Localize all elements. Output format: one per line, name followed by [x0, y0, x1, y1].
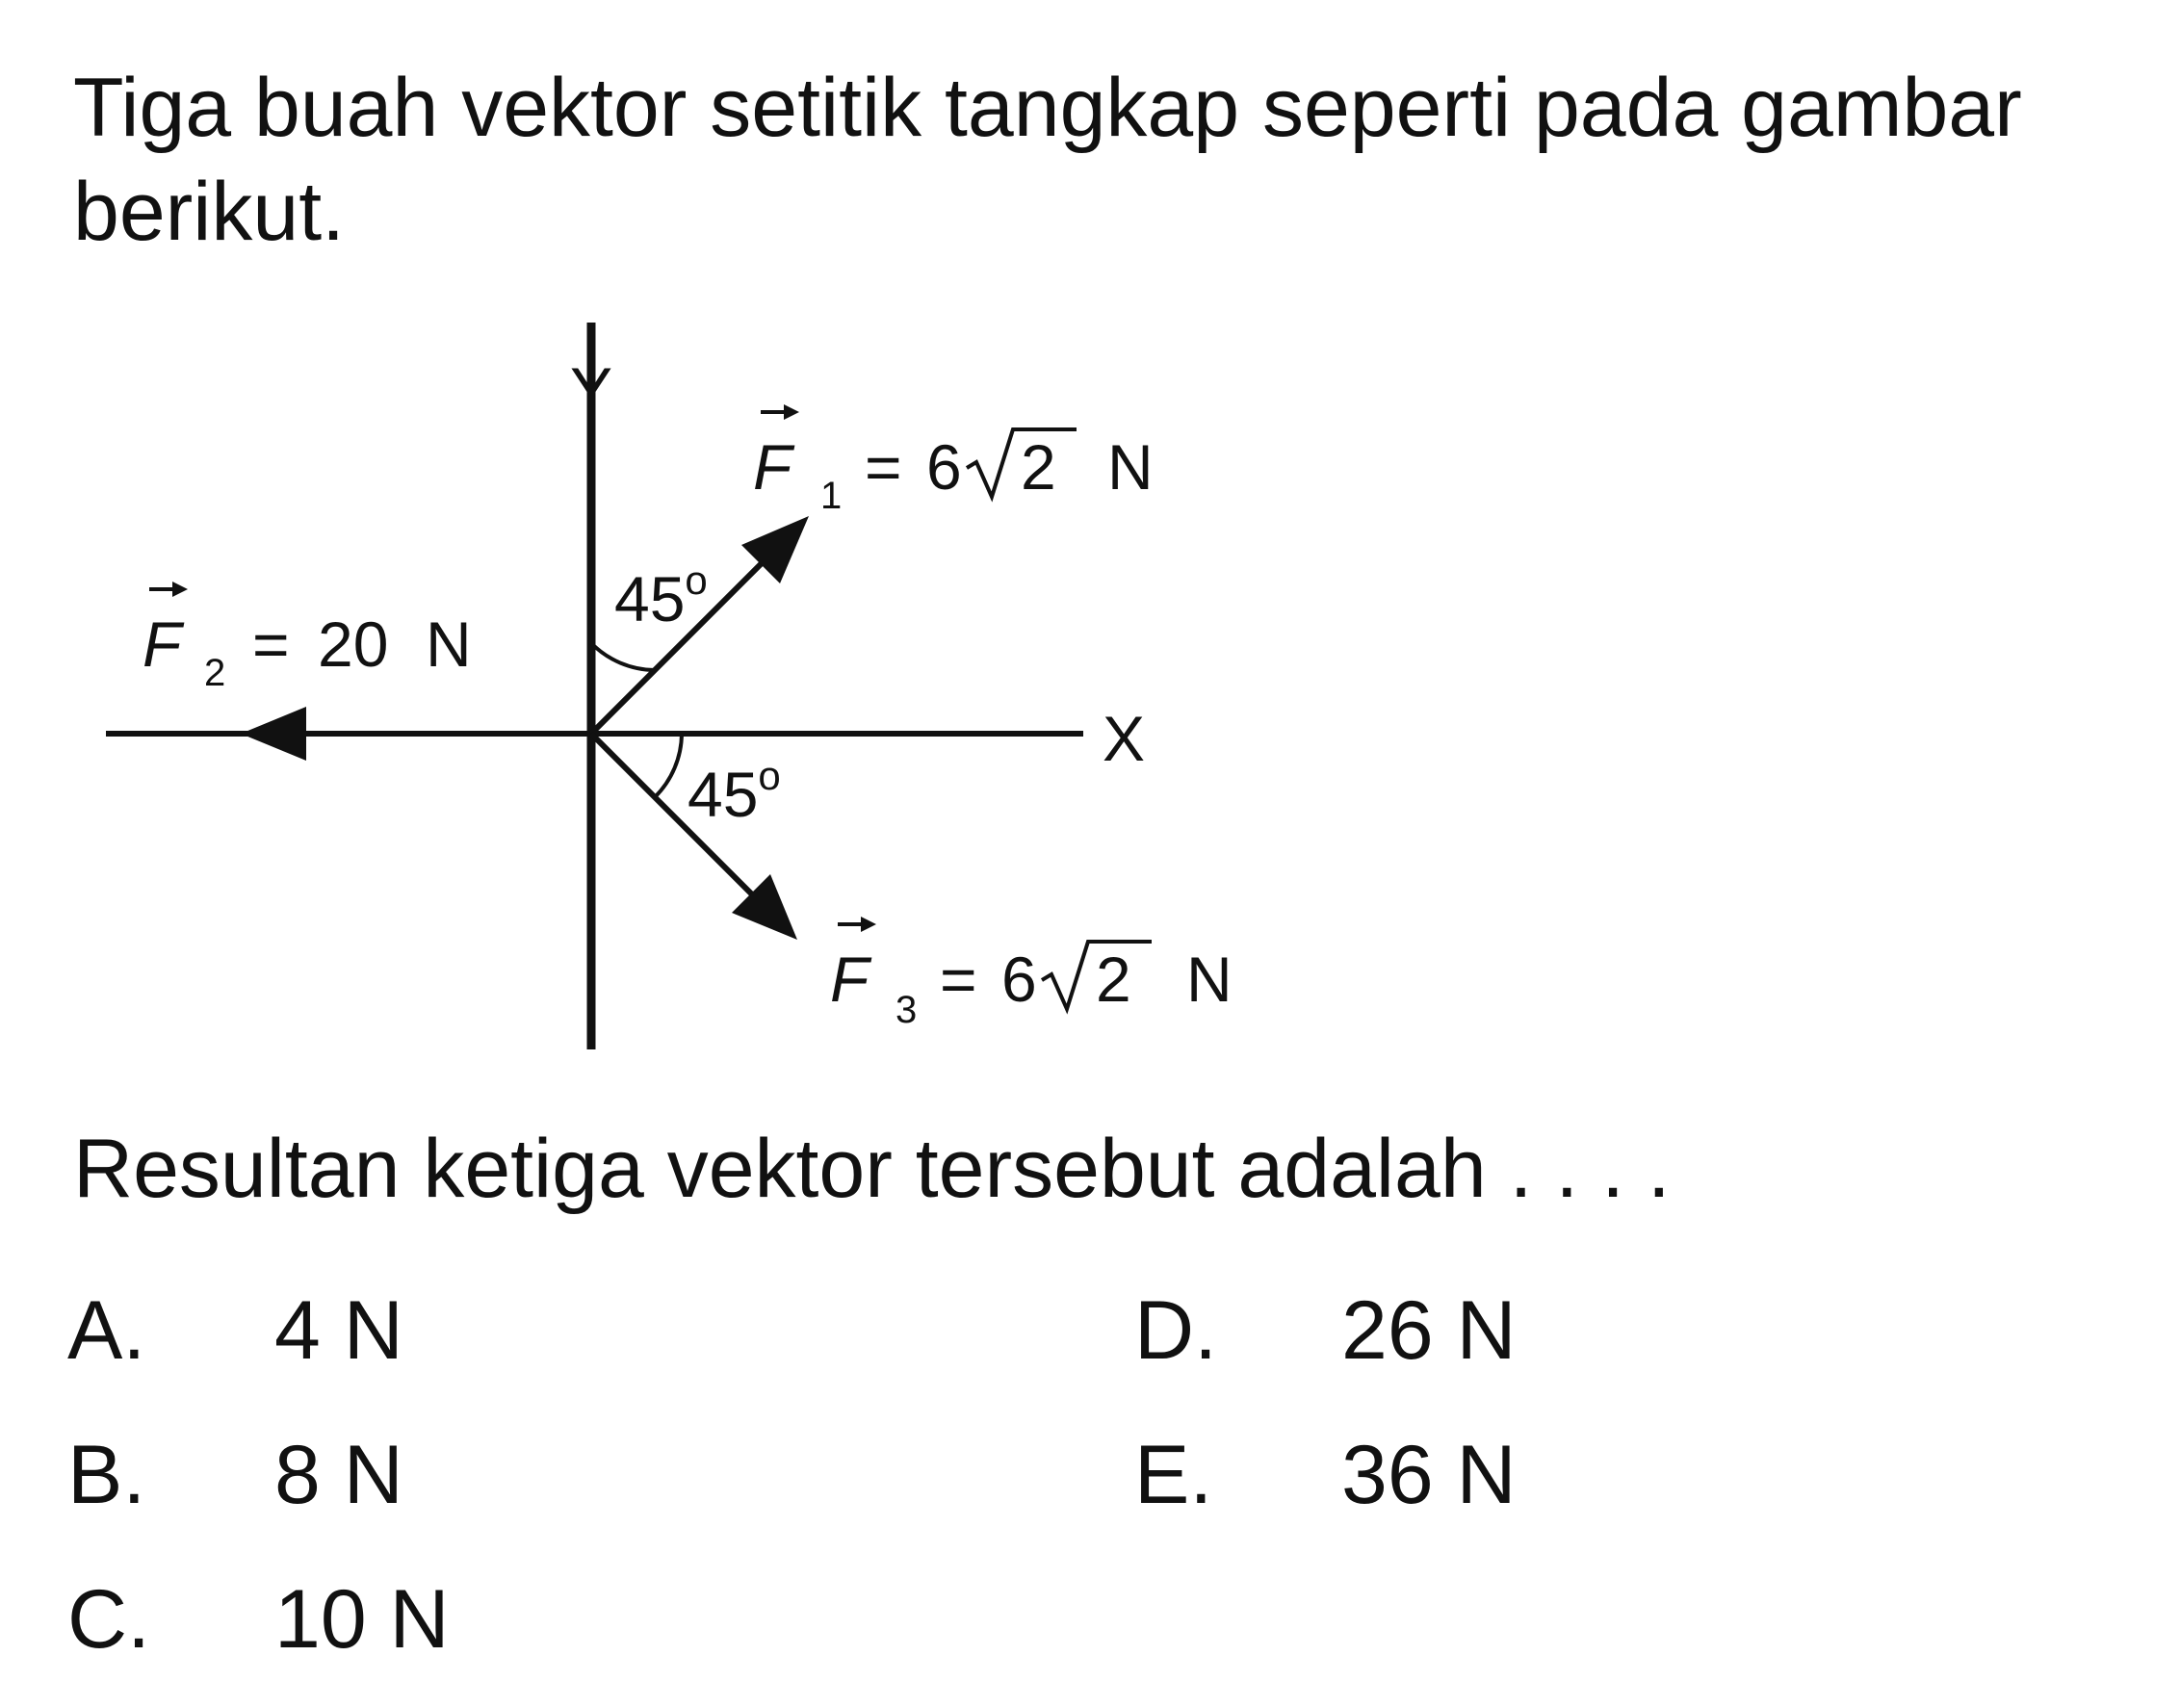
svg-text:20: 20 — [318, 608, 389, 680]
option-text: 8 N — [274, 1429, 403, 1521]
f1-label — [753, 404, 1154, 517]
option-letter: A. — [67, 1284, 146, 1377]
svg-text:N: N — [426, 608, 472, 680]
svg-text:2: 2 — [1021, 431, 1056, 503]
prompt-text: Resultan ketiga vektor tersebut adalah . . . . — [73, 1123, 1671, 1215]
question-text: Tiga buah vektor setitik tangkap seperti pada gambar berikut. — [73, 62, 2022, 258]
option-letter: B. — [67, 1429, 146, 1521]
angle-arc-x-f3 — [655, 734, 682, 797]
svg-text:1: 1 — [820, 475, 843, 517]
svg-text:=: = — [865, 431, 902, 503]
option-letter: E. — [1134, 1429, 1213, 1521]
option-letter: C. — [67, 1573, 150, 1666]
angle-label-top: 45$^o$ — [614, 557, 708, 634]
svg-text:6: 6 — [926, 431, 962, 503]
option-c[interactable] — [67, 1571, 450, 1668]
angle-label-bottom: 45$^o$ — [688, 753, 781, 830]
option-text: 36 N — [1341, 1429, 1517, 1521]
option-a[interactable] — [67, 1282, 403, 1379]
svg-text:=: = — [940, 944, 977, 1015]
angle-arc-y-f1 — [591, 643, 655, 670]
option-letter: D. — [1134, 1284, 1217, 1377]
svg-text:2: 2 — [204, 652, 226, 694]
option-text: 26 N — [1341, 1284, 1517, 1377]
svg-text:N: N — [1107, 431, 1154, 503]
f2-label — [143, 582, 472, 694]
svg-text:=: = — [252, 608, 290, 680]
svg-text:N: N — [1186, 944, 1233, 1015]
f2-arrowhead — [241, 707, 306, 761]
svg-text:2: 2 — [1096, 944, 1131, 1015]
axis-x-label: X — [1103, 703, 1146, 774]
option-e[interactable] — [1134, 1427, 1517, 1523]
axis-y-label: Y — [570, 354, 613, 426]
option-text: 10 N — [274, 1573, 450, 1666]
svg-text:3: 3 — [895, 989, 918, 1031]
svg-text:F: F — [143, 608, 182, 680]
option-b[interactable] — [67, 1427, 403, 1523]
svg-text:F: F — [830, 944, 869, 1015]
option-d[interactable] — [1134, 1282, 1517, 1379]
option-text: 4 N — [274, 1284, 403, 1377]
svg-text:6: 6 — [1001, 944, 1037, 1015]
f3-label — [830, 917, 1233, 1031]
svg-text:F: F — [753, 431, 792, 503]
